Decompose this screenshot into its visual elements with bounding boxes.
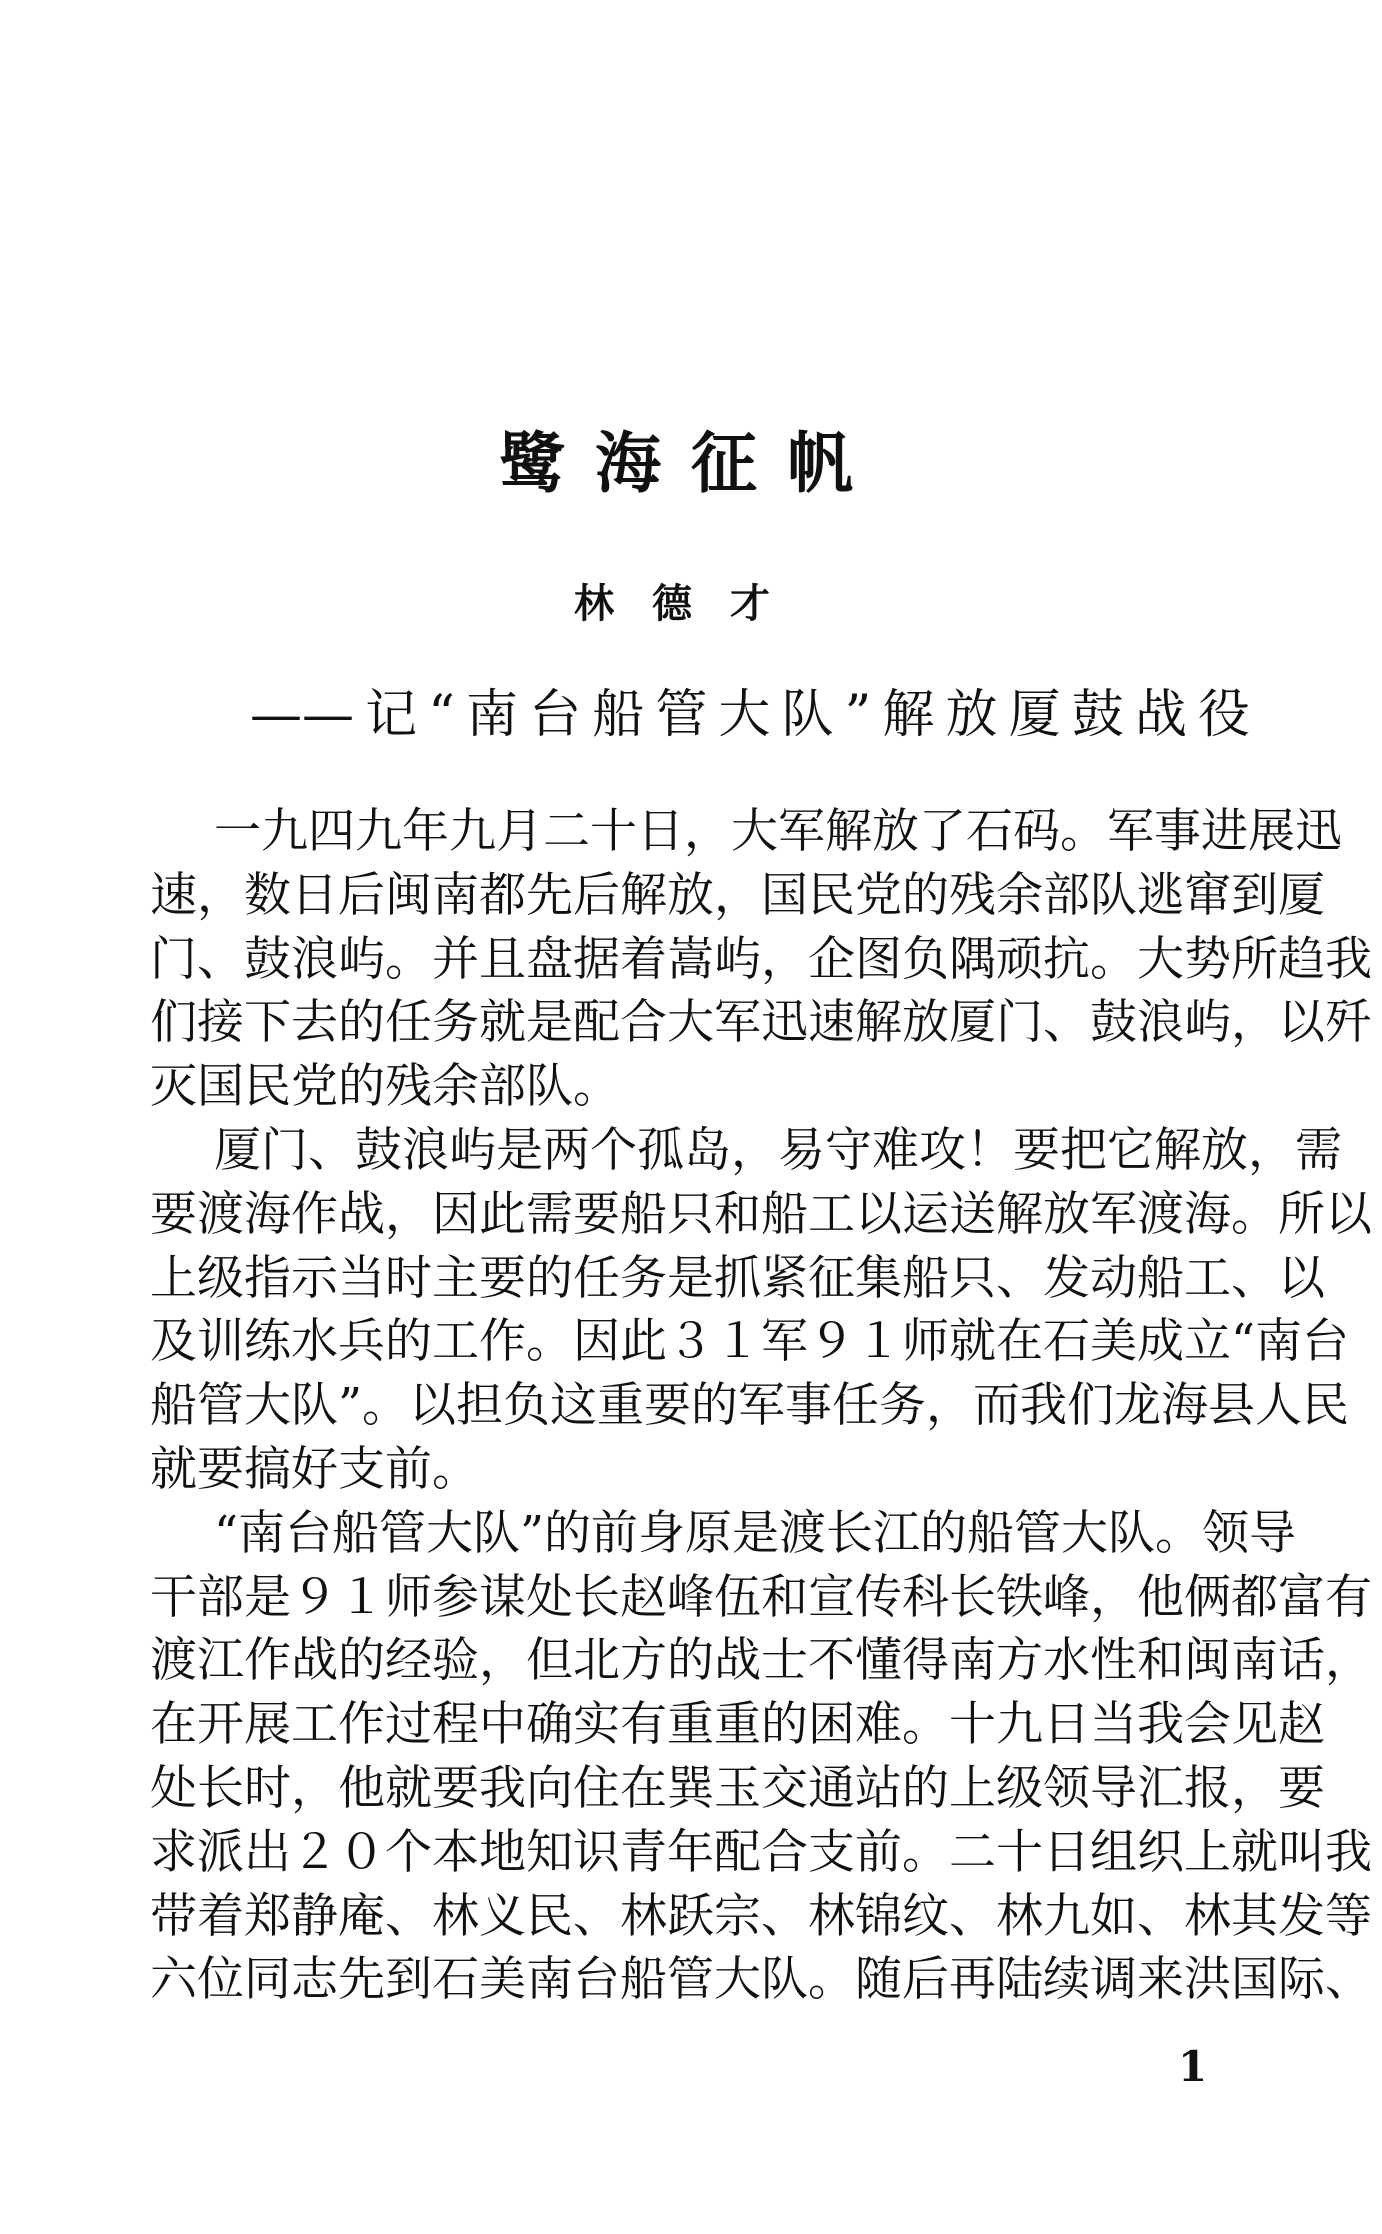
page-number: 1: [1178, 2042, 1208, 2091]
text-line: 上级指示当时主要的任务是抓紧征集船只、发动船工、以: [150, 1250, 1325, 1306]
author-name: 林德才: [574, 580, 808, 627]
article-title: 鹭海征帆: [499, 424, 883, 502]
text-line: 就要搞好支前。: [150, 1441, 479, 1497]
paragraph: [150, 1502, 1372, 2012]
text-line: 渡江作战的经验，但北方的战士不懂得南方水性和闽南话，: [150, 1633, 1372, 1689]
text-line: 一九四九年九月二十日，大军解放了石码。军事进展迅: [214, 804, 1342, 859]
text-line: 带着郑静庵、林义民、林跃宗、林锦纹、林九如、林其发等: [150, 1888, 1372, 1944]
article-subtitle: ——记“南台船管大队”解放厦鼓战役: [250, 685, 1250, 745]
text-line: 要渡海作战，因此需要船只和船工以运送解放军渡海。所以: [150, 1186, 1372, 1242]
text-line: 船管大队”。以担负这重要的军事任务，而我们龙海县人民: [150, 1378, 1350, 1434]
text-line: 及训练水兵的工作。因此３１军９１师就在石美成立“南台: [150, 1314, 1350, 1370]
paragraph: [150, 800, 1372, 1119]
article-body: [150, 800, 1372, 2012]
text-line: 们接下去的任务就是配合大军迅速解放厦门、鼓浪屿，以歼: [150, 995, 1372, 1051]
text-line: “南台船管大队”的前身原是渡长江的船管大队。领导: [214, 1505, 1297, 1561]
text-line: 厦门、鼓浪屿是两个孤岛，易守难攻！要把它解放，需: [214, 1122, 1342, 1178]
text-line: 在开展工作过程中确实有重重的困难。十九日当我会见赵: [150, 1697, 1325, 1753]
text-line: 处长时，他就要我向住在巽玉交通站的上级领导汇报，要: [150, 1760, 1325, 1816]
text-line: 门、鼓浪屿。并且盘据着嵩屿，企图负隅顽抗。大势所趋我: [150, 931, 1372, 987]
text-line: 速，数日后闽南都先后解放，国民党的残余部队逃窜到厦: [150, 867, 1325, 923]
text-line: 六位同志先到石美南台船管大队。随后再陆续调来洪国际、: [150, 1952, 1372, 2008]
text-line: 求派出２０个本地知识青年配合支前。二十日组织上就叫我: [150, 1824, 1372, 1880]
text-line: 干部是９１师参谋处长赵峰伍和宣传科长铁峰，他俩都富有: [150, 1569, 1372, 1625]
paragraph: [150, 1119, 1372, 1502]
text-line: 灭国民党的残余部队。: [150, 1059, 620, 1115]
